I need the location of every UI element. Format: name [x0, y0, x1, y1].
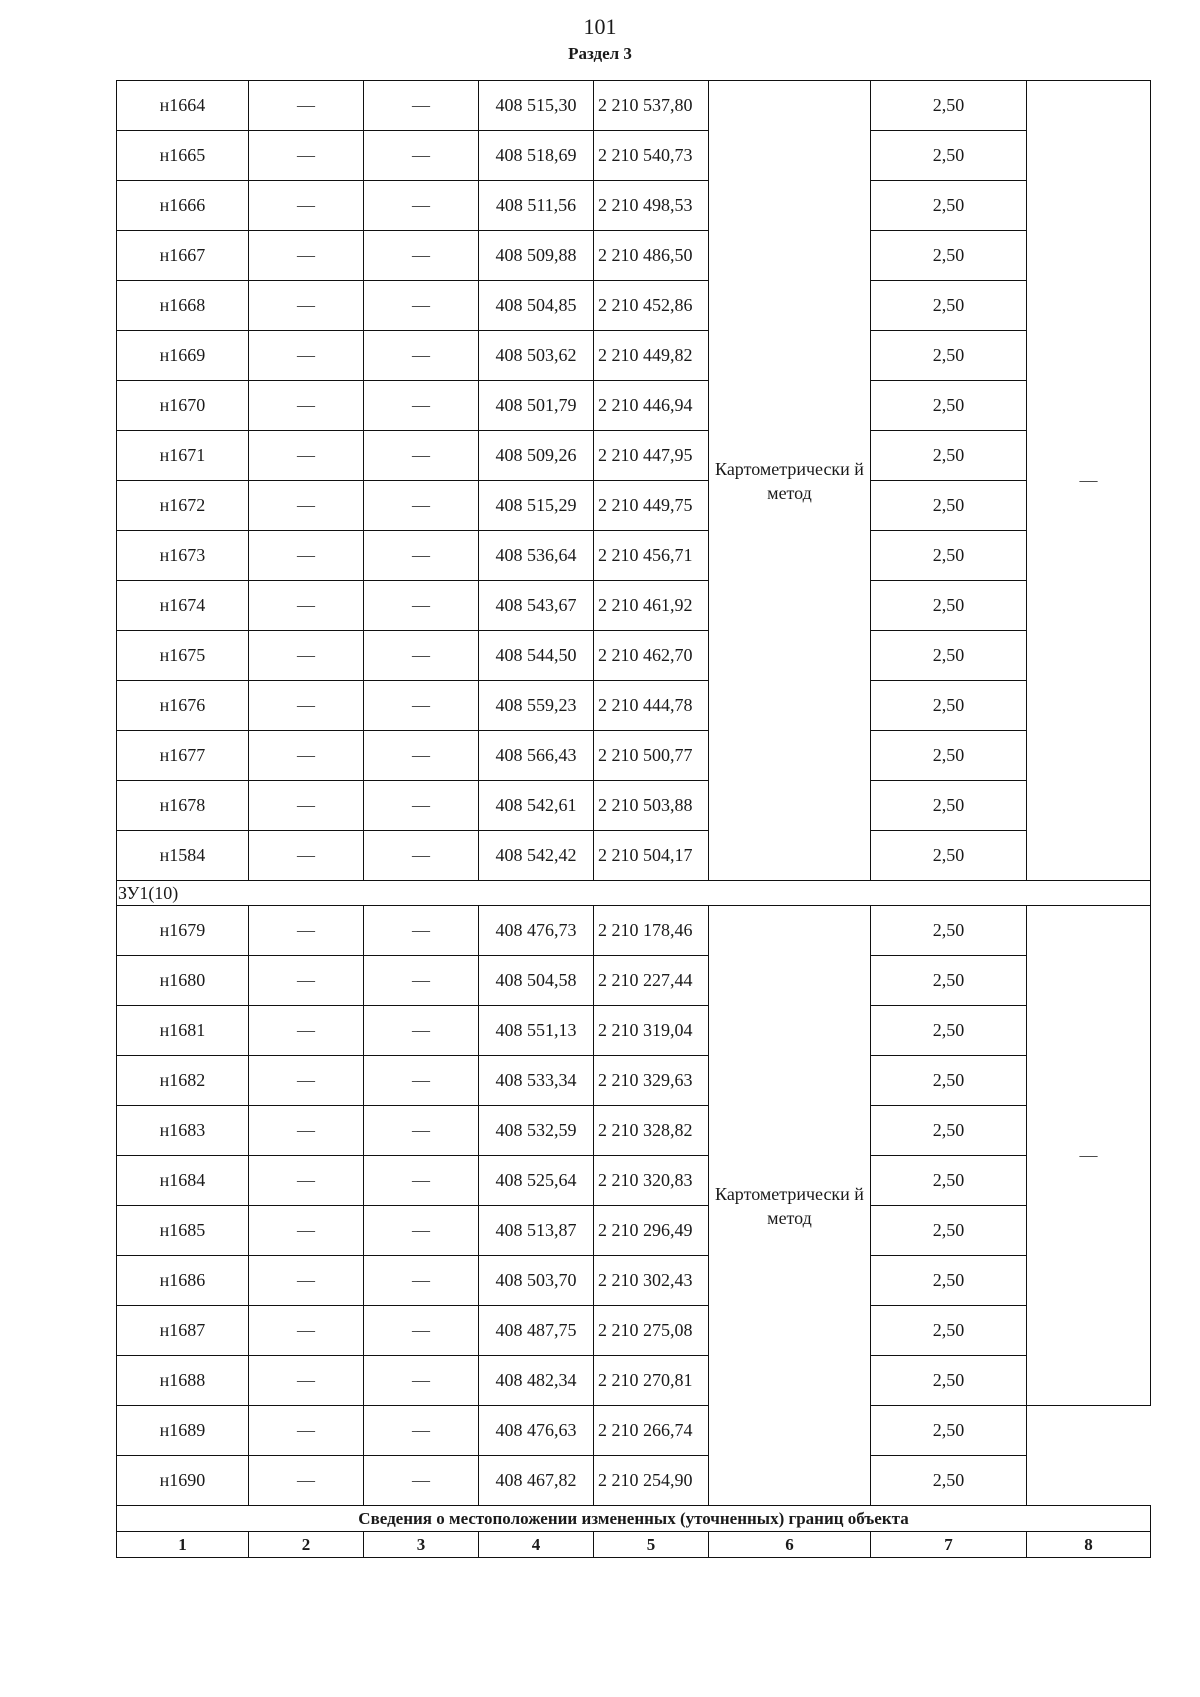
- col2-value: —: [249, 906, 364, 956]
- x-coordinate: 408 518,69: [479, 131, 594, 181]
- col2-value: —: [249, 1306, 364, 1356]
- point-id: н1664: [117, 81, 249, 131]
- parcel-subtitle: ЗУ1(10): [117, 881, 1151, 906]
- col2-value: —: [249, 231, 364, 281]
- y-coordinate: 2 210 178,46: [594, 906, 709, 956]
- table-row: [117, 1206, 1151, 1256]
- accuracy-value: 2,50: [871, 481, 1027, 531]
- table-row: [117, 1056, 1151, 1106]
- x-coordinate: 408 525,64: [479, 1156, 594, 1206]
- x-coordinate: 408 544,50: [479, 631, 594, 681]
- col2-value: —: [249, 1456, 364, 1506]
- col8-value: —: [1027, 906, 1151, 1406]
- accuracy-value: 2,50: [871, 681, 1027, 731]
- col3-value: —: [364, 631, 479, 681]
- col2-value: —: [249, 731, 364, 781]
- col3-value: —: [364, 831, 479, 881]
- x-coordinate: 408 503,70: [479, 1256, 594, 1306]
- col3-value: —: [364, 1106, 479, 1156]
- point-id: н1685: [117, 1206, 249, 1256]
- col3-value: —: [364, 1456, 479, 1506]
- accuracy-value: 2,50: [871, 181, 1027, 231]
- col3-value: —: [364, 581, 479, 631]
- col3-value: —: [364, 1156, 479, 1206]
- method-cell: Картометрически й метод: [709, 906, 871, 1506]
- col3-value: —: [364, 1056, 479, 1106]
- col3-value: —: [364, 431, 479, 481]
- col3-value: —: [364, 531, 479, 581]
- table-row: [117, 1406, 1151, 1456]
- col3-value: —: [364, 481, 479, 531]
- y-coordinate: 2 210 462,70: [594, 631, 709, 681]
- col2-value: —: [249, 1106, 364, 1156]
- accuracy-value: 2,50: [871, 331, 1027, 381]
- col2-value: —: [249, 1156, 364, 1206]
- y-coordinate: 2 210 486,50: [594, 231, 709, 281]
- point-id: н1686: [117, 1256, 249, 1306]
- col2-value: —: [249, 481, 364, 531]
- table-row: [117, 1356, 1151, 1406]
- accuracy-value: 2,50: [871, 1306, 1027, 1356]
- accuracy-value: 2,50: [871, 1006, 1027, 1056]
- table-row: [117, 1256, 1151, 1306]
- column-numbers-row: [117, 1532, 1151, 1558]
- col2-value: —: [249, 631, 364, 681]
- point-id: н1584: [117, 831, 249, 881]
- table-row: [117, 1456, 1151, 1506]
- col3-value: —: [364, 381, 479, 431]
- point-id: н1670: [117, 381, 249, 431]
- accuracy-value: 2,50: [871, 1056, 1027, 1106]
- y-coordinate: 2 210 254,90: [594, 1456, 709, 1506]
- accuracy-value: 2,50: [871, 1206, 1027, 1256]
- col3-value: —: [364, 1256, 479, 1306]
- accuracy-value: 2,50: [871, 1406, 1027, 1456]
- y-coordinate: 2 210 444,78: [594, 681, 709, 731]
- col3-value: —: [364, 906, 479, 956]
- point-id: н1674: [117, 581, 249, 631]
- y-coordinate: 2 210 270,81: [594, 1356, 709, 1406]
- table-row: [117, 781, 1151, 831]
- table-row: [117, 831, 1151, 881]
- x-coordinate: 408 501,79: [479, 381, 594, 431]
- col2-value: —: [249, 1056, 364, 1106]
- table-row: [117, 956, 1151, 1006]
- column-number: 7: [871, 1532, 1027, 1558]
- x-coordinate: 408 504,85: [479, 281, 594, 331]
- table-row: [117, 1306, 1151, 1356]
- column-number: 1: [117, 1532, 249, 1558]
- column-number: 2: [249, 1532, 364, 1558]
- y-coordinate: 2 210 227,44: [594, 956, 709, 1006]
- x-coordinate: 408 509,26: [479, 431, 594, 481]
- point-id: н1676: [117, 681, 249, 731]
- x-coordinate: 408 515,29: [479, 481, 594, 531]
- table-row: [117, 381, 1151, 431]
- point-id: н1679: [117, 906, 249, 956]
- point-id: н1688: [117, 1356, 249, 1406]
- point-id: н1673: [117, 531, 249, 581]
- point-id: н1690: [117, 1456, 249, 1506]
- table-row: [117, 231, 1151, 281]
- column-number: 3: [364, 1532, 479, 1558]
- x-coordinate: 408 515,30: [479, 81, 594, 131]
- y-coordinate: 2 210 540,73: [594, 131, 709, 181]
- x-coordinate: 408 487,75: [479, 1306, 594, 1356]
- point-id: н1680: [117, 956, 249, 1006]
- x-coordinate: 408 467,82: [479, 1456, 594, 1506]
- table-row: [117, 581, 1151, 631]
- point-id: н1678: [117, 781, 249, 831]
- method-cell: Картометрически й метод: [709, 81, 871, 881]
- col3-value: —: [364, 731, 479, 781]
- y-coordinate: 2 210 447,95: [594, 431, 709, 481]
- y-coordinate: 2 210 328,82: [594, 1106, 709, 1156]
- accuracy-value: 2,50: [871, 1106, 1027, 1156]
- accuracy-value: 2,50: [871, 631, 1027, 681]
- table-row: [117, 1106, 1151, 1156]
- table-row: [117, 631, 1151, 681]
- point-id: н1684: [117, 1156, 249, 1206]
- point-id: н1667: [117, 231, 249, 281]
- y-coordinate: 2 210 329,63: [594, 1056, 709, 1106]
- accuracy-value: 2,50: [871, 1156, 1027, 1206]
- col2-value: —: [249, 531, 364, 581]
- col2-value: —: [249, 1256, 364, 1306]
- x-coordinate: 408 476,63: [479, 1406, 594, 1456]
- point-id: н1689: [117, 1406, 249, 1456]
- column-number: 6: [709, 1532, 871, 1558]
- accuracy-value: 2,50: [871, 381, 1027, 431]
- x-coordinate: 408 476,73: [479, 906, 594, 956]
- accuracy-value: 2,50: [871, 581, 1027, 631]
- x-coordinate: 408 482,34: [479, 1356, 594, 1406]
- col2-value: —: [249, 831, 364, 881]
- y-coordinate: 2 210 500,77: [594, 731, 709, 781]
- table-row: [117, 281, 1151, 331]
- x-coordinate: 408 536,64: [479, 531, 594, 581]
- col8-value: —: [1027, 81, 1151, 881]
- coordinates-table: [116, 80, 1151, 1558]
- col2-value: —: [249, 1206, 364, 1256]
- col3-value: —: [364, 781, 479, 831]
- accuracy-value: 2,50: [871, 281, 1027, 331]
- y-coordinate: 2 210 504,17: [594, 831, 709, 881]
- x-coordinate: 408 559,23: [479, 681, 594, 731]
- point-id: н1681: [117, 1006, 249, 1056]
- col8-empty: [1027, 1456, 1151, 1506]
- point-id: н1687: [117, 1306, 249, 1356]
- col2-value: —: [249, 581, 364, 631]
- accuracy-value: 2,50: [871, 906, 1027, 956]
- table-row: [117, 731, 1151, 781]
- accuracy-value: 2,50: [871, 81, 1027, 131]
- y-coordinate: 2 210 449,82: [594, 331, 709, 381]
- accuracy-value: 2,50: [871, 1256, 1027, 1306]
- col2-value: —: [249, 181, 364, 231]
- col2-value: —: [249, 781, 364, 831]
- table-row: [117, 481, 1151, 531]
- accuracy-value: 2,50: [871, 231, 1027, 281]
- y-coordinate: 2 210 456,71: [594, 531, 709, 581]
- point-id: н1671: [117, 431, 249, 481]
- table-row: [117, 431, 1151, 481]
- col2-value: —: [249, 131, 364, 181]
- column-number: 4: [479, 1532, 594, 1558]
- table-row: [117, 131, 1151, 181]
- accuracy-value: 2,50: [871, 781, 1027, 831]
- accuracy-value: 2,50: [871, 131, 1027, 181]
- accuracy-value: 2,50: [871, 431, 1027, 481]
- y-coordinate: 2 210 503,88: [594, 781, 709, 831]
- table-row: [117, 1006, 1151, 1056]
- point-id: н1677: [117, 731, 249, 781]
- y-coordinate: 2 210 537,80: [594, 81, 709, 131]
- table-row: [117, 906, 1151, 956]
- point-id: н1672: [117, 481, 249, 531]
- accuracy-value: 2,50: [871, 956, 1027, 1006]
- col2-value: —: [249, 1356, 364, 1406]
- subtitle-row: [117, 881, 1151, 906]
- col2-value: —: [249, 281, 364, 331]
- point-id: н1682: [117, 1056, 249, 1106]
- y-coordinate: 2 210 452,86: [594, 281, 709, 331]
- table-row: [117, 1156, 1151, 1206]
- table-row: [117, 181, 1151, 231]
- section-title: Раздел 3: [568, 44, 632, 63]
- x-coordinate: 408 513,87: [479, 1206, 594, 1256]
- y-coordinate: 2 210 266,74: [594, 1406, 709, 1456]
- point-id: н1669: [117, 331, 249, 381]
- y-coordinate: 2 210 320,83: [594, 1156, 709, 1206]
- col2-value: —: [249, 381, 364, 431]
- accuracy-value: 2,50: [871, 531, 1027, 581]
- table-row: [117, 681, 1151, 731]
- y-coordinate: 2 210 296,49: [594, 1206, 709, 1256]
- y-coordinate: 2 210 461,92: [594, 581, 709, 631]
- accuracy-value: 2,50: [871, 831, 1027, 881]
- col3-value: —: [364, 231, 479, 281]
- point-id: н1666: [117, 181, 249, 231]
- x-coordinate: 408 533,34: [479, 1056, 594, 1106]
- y-coordinate: 2 210 446,94: [594, 381, 709, 431]
- table-row: [117, 81, 1151, 131]
- col2-value: —: [249, 81, 364, 131]
- col3-value: —: [364, 131, 479, 181]
- y-coordinate: 2 210 302,43: [594, 1256, 709, 1306]
- col3-value: —: [364, 1006, 479, 1056]
- info-row: [117, 1506, 1151, 1532]
- x-coordinate: 408 542,61: [479, 781, 594, 831]
- point-id: н1665: [117, 131, 249, 181]
- y-coordinate: 2 210 319,04: [594, 1006, 709, 1056]
- x-coordinate: 408 511,56: [479, 181, 594, 231]
- col3-value: —: [364, 1306, 479, 1356]
- accuracy-value: 2,50: [871, 731, 1027, 781]
- y-coordinate: 2 210 275,08: [594, 1306, 709, 1356]
- col3-value: —: [364, 1406, 479, 1456]
- table-row: [117, 331, 1151, 381]
- x-coordinate: 408 543,67: [479, 581, 594, 631]
- point-id: н1683: [117, 1106, 249, 1156]
- col8-empty: [1027, 1406, 1151, 1456]
- col2-value: —: [249, 1006, 364, 1056]
- x-coordinate: 408 504,58: [479, 956, 594, 1006]
- col3-value: —: [364, 1356, 479, 1406]
- x-coordinate: 408 503,62: [479, 331, 594, 381]
- col2-value: —: [249, 331, 364, 381]
- col3-value: —: [364, 181, 479, 231]
- point-id: н1668: [117, 281, 249, 331]
- col2-value: —: [249, 431, 364, 481]
- col3-value: —: [364, 1206, 479, 1256]
- col3-value: —: [364, 81, 479, 131]
- x-coordinate: 408 532,59: [479, 1106, 594, 1156]
- x-coordinate: 408 566,43: [479, 731, 594, 781]
- info-title: Сведения о местоположении измененных (уточненных) границ объекта: [117, 1506, 1151, 1532]
- col2-value: —: [249, 681, 364, 731]
- col3-value: —: [364, 281, 479, 331]
- x-coordinate: 408 542,42: [479, 831, 594, 881]
- col3-value: —: [364, 956, 479, 1006]
- y-coordinate: 2 210 449,75: [594, 481, 709, 531]
- x-coordinate: 408 551,13: [479, 1006, 594, 1056]
- col3-value: —: [364, 331, 479, 381]
- column-number: 8: [1027, 1532, 1151, 1558]
- point-id: н1675: [117, 631, 249, 681]
- y-coordinate: 2 210 498,53: [594, 181, 709, 231]
- col2-value: —: [249, 1406, 364, 1456]
- col3-value: —: [364, 681, 479, 731]
- page-number: 101: [583, 14, 617, 39]
- column-number: 5: [594, 1532, 709, 1558]
- col2-value: —: [249, 956, 364, 1006]
- accuracy-value: 2,50: [871, 1356, 1027, 1406]
- x-coordinate: 408 509,88: [479, 231, 594, 281]
- accuracy-value: 2,50: [871, 1456, 1027, 1506]
- table-row: [117, 531, 1151, 581]
